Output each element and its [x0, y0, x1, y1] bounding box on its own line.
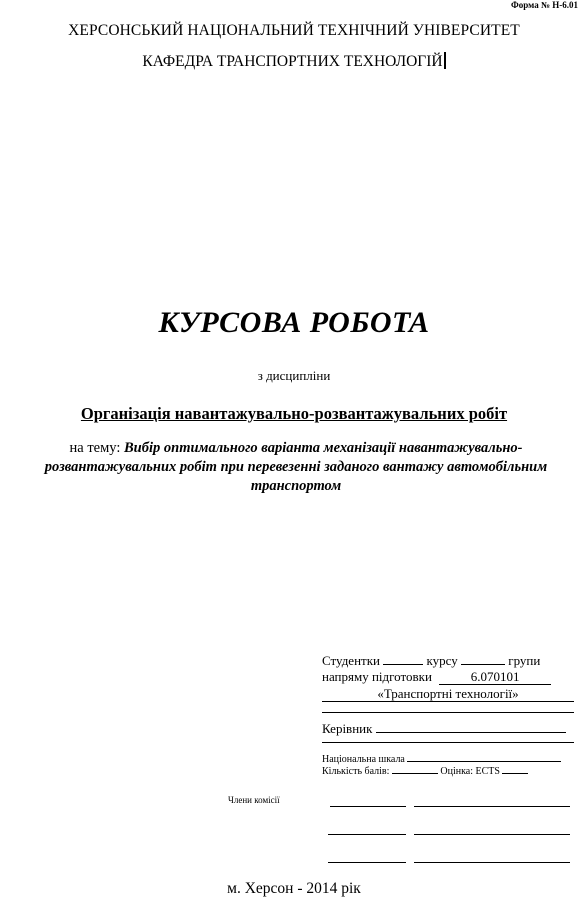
member-signature-line[interactable] [328, 834, 406, 835]
text-cursor [444, 52, 446, 69]
discipline-name: Організація навантажувально-розвантажувальних робіт [80, 404, 508, 423]
ects-label: Оцінка: ECTS [440, 766, 500, 777]
student-course-group-row [322, 652, 540, 668]
member-name-line[interactable] [414, 806, 570, 807]
course-blank[interactable] [383, 652, 423, 665]
national-scale-blank[interactable] [407, 752, 561, 762]
department-text: КАФЕДРА ТРАНСПОРТНИХ ТЕХНОЛОГІЙ [142, 53, 443, 70]
ects-blank[interactable] [502, 764, 528, 774]
supervisor-blank[interactable] [376, 720, 566, 733]
group-label: групи [508, 653, 541, 668]
department-name [0, 52, 588, 71]
supervisor-row [322, 720, 566, 736]
direction-row [322, 669, 551, 685]
course-label: курсу [426, 653, 458, 668]
student-label: Студентки [322, 653, 380, 668]
document-title: КУРСОВА РОБОТА [158, 306, 430, 339]
direction-code: 6.070101 [439, 669, 551, 685]
points-blank[interactable] [392, 764, 438, 774]
direction-label: напряму підготовки [322, 669, 432, 684]
member-signature-line[interactable] [330, 806, 406, 807]
topic-label: на тему: [69, 440, 121, 456]
supervisor-label: Керівник [322, 721, 373, 736]
form-number: Форма № Н-6.01 [511, 0, 578, 10]
member-name-line[interactable] [414, 862, 570, 863]
blank-line [322, 742, 574, 743]
member-name-line[interactable] [414, 834, 570, 835]
points-label: Кількість балів: [322, 766, 390, 777]
city-year: м. Херсон - 2014 рік [227, 880, 361, 897]
topic-text: Вибір оптимального варіанта механізації навантажувально-розвантажувальних робіт при перевезенні заданого вантажу автомобільним транспортом [44, 440, 548, 494]
blank-line [322, 712, 574, 713]
discipline-prefix: з дисципліни [257, 368, 331, 383]
university-name: ХЕРСОНСЬКИЙ НАЦІОНАЛЬНИЙ ТЕХНІЧНИЙ УНІВЕРСИТЕТ [68, 22, 520, 39]
points-row [322, 764, 528, 779]
member-signature-line[interactable] [328, 862, 406, 863]
national-scale-label: Національна шкала [322, 754, 405, 765]
topic [16, 439, 576, 496]
group-blank[interactable] [461, 652, 505, 665]
members-label: Члени комісії [228, 795, 280, 805]
specialty: «Транспортні технології» [322, 686, 574, 702]
